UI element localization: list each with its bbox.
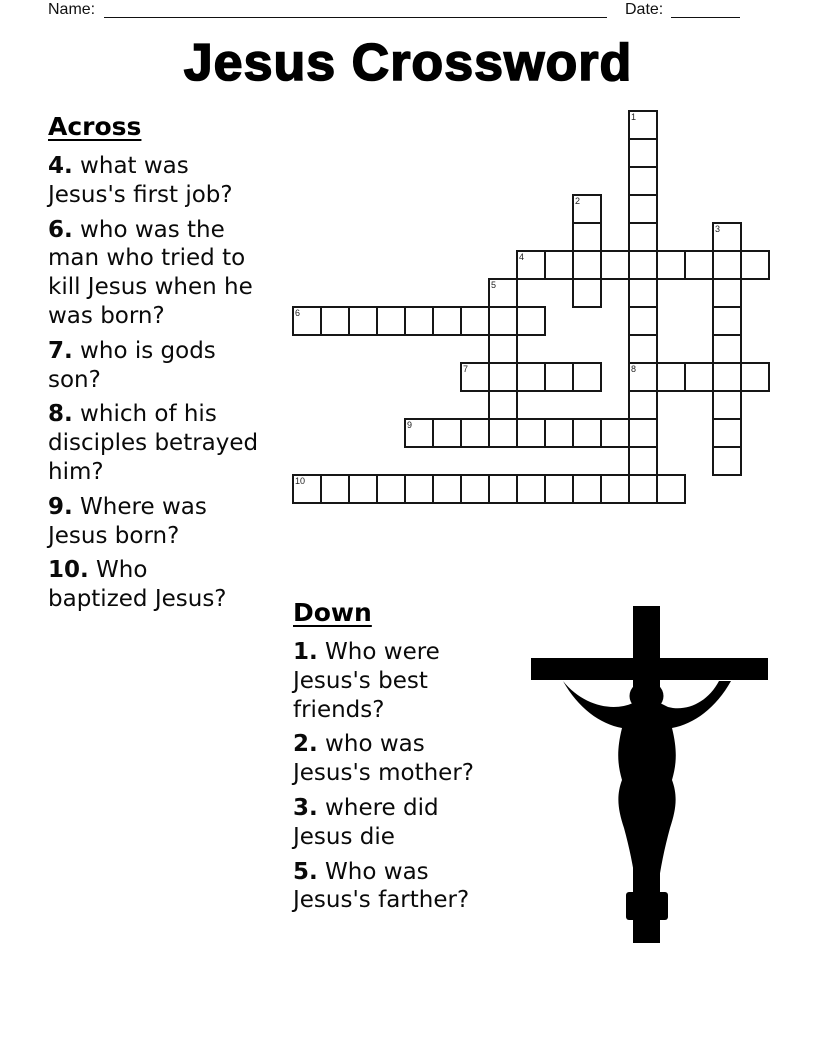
clue-line: Jesus's mother?: [293, 760, 474, 787]
grid-cell: [656, 250, 686, 280]
clue-line: 7. who is gods: [48, 337, 216, 364]
grid-cell: [684, 250, 714, 280]
clue-number: 5.: [293, 858, 318, 885]
clue: [48, 400, 298, 486]
grid-cell: [572, 278, 602, 308]
cell-number: 8: [631, 364, 637, 374]
clue-number: 1.: [293, 639, 318, 665]
grid-cell: [460, 306, 490, 336]
grid-cell: [460, 362, 490, 392]
clue-line: kill Jesus when he: [48, 274, 253, 301]
clue-number: 10.: [48, 557, 89, 584]
grid-cell: [488, 306, 518, 336]
grid-cell: [404, 418, 434, 448]
grid-cell: [404, 474, 434, 504]
grid-cell: [600, 250, 630, 280]
grid-cell: [544, 474, 574, 504]
cell-number: 2: [575, 196, 581, 206]
clue-line: friends?: [293, 696, 385, 723]
date-label: Date:: [625, 1, 664, 18]
cell-number: 3: [715, 224, 721, 234]
clue-number: 9.: [48, 493, 73, 520]
grid-cell: [488, 418, 518, 448]
clue-line: him?: [48, 458, 104, 485]
grid-cell: [628, 390, 658, 420]
clue-number: 7.: [48, 337, 73, 364]
grid-cell: [656, 362, 686, 392]
grid-cell: [628, 446, 658, 476]
grid-cell: [376, 474, 406, 504]
clue-number: 3.: [293, 794, 318, 821]
grid-cell: [684, 362, 714, 392]
clue-line: 10. Who: [48, 557, 148, 584]
grid-cell: [712, 334, 742, 364]
grid-cell: [628, 306, 658, 336]
clue-line: was born?: [48, 302, 165, 329]
cell-number: 6: [295, 308, 301, 318]
crucifix-cross-beam: [531, 658, 768, 680]
grid-cell: [572, 222, 602, 252]
grid-cell: [348, 474, 378, 504]
grid-cell: [572, 194, 602, 224]
clue-line: 5. Who was: [293, 858, 429, 885]
grid-cell: [488, 390, 518, 420]
clue: [293, 638, 518, 724]
clue-number: 4.: [48, 153, 73, 179]
grid-cell: [544, 362, 574, 392]
grid-cell: [516, 418, 546, 448]
across-clue-list: [48, 152, 301, 614]
grid-cell: [628, 474, 658, 504]
clue-line: man who tried to: [48, 245, 246, 272]
clue: [48, 556, 298, 614]
grid-cell: [740, 362, 770, 392]
grid-cell: [712, 250, 742, 280]
grid-cell: [628, 166, 658, 196]
grid-cell: [628, 418, 658, 448]
grid-cell: [572, 474, 602, 504]
grid-cell: [600, 418, 630, 448]
date-line: [671, 0, 740, 18]
across-heading: Across: [48, 112, 142, 141]
name-label: Name:: [48, 1, 96, 18]
grid-cell: [516, 306, 546, 336]
cell-number: 1: [631, 112, 637, 122]
clue-number: 8.: [48, 401, 73, 428]
grid-cell: [656, 474, 686, 504]
clue-line: son?: [48, 366, 101, 393]
clue: [293, 858, 518, 916]
grid-cell: [628, 362, 658, 392]
grid-cell: [348, 306, 378, 336]
clue: [48, 493, 298, 551]
grid-cell: [320, 306, 350, 336]
grid-cell: [544, 250, 574, 280]
clue-line: 1. Who were: [293, 639, 440, 665]
cell-number: 4: [519, 252, 525, 262]
down-heading: Down: [293, 598, 372, 627]
grid-cell: [628, 334, 658, 364]
clue-line: baptized Jesus?: [48, 586, 227, 613]
grid-cell: [712, 222, 742, 252]
clue-line: Jesus's first job?: [48, 181, 233, 208]
clue: [293, 794, 518, 852]
clue-line: 3. where did: [293, 794, 439, 821]
grid-cell: [432, 418, 462, 448]
grid-cell: [292, 306, 322, 336]
clue-line: 4. what was: [48, 153, 189, 179]
grid-cell: [712, 362, 742, 392]
cell-number: 10: [295, 476, 306, 486]
cell-number: 9: [407, 420, 413, 430]
grid-cell: [628, 222, 658, 252]
across-section: [48, 112, 301, 620]
down-clue-list: [293, 638, 518, 915]
grid-cell: [488, 278, 518, 308]
grid-cell: [432, 474, 462, 504]
grid-cell: [292, 474, 322, 504]
grid-cell: [712, 418, 742, 448]
clue-line: Jesus die: [293, 823, 395, 850]
grid-cell: [712, 278, 742, 308]
clue-line: Jesus born?: [48, 522, 180, 549]
grid-cell: [572, 362, 602, 392]
clue-line: 6. who was the: [48, 216, 225, 243]
grid-cell: [712, 390, 742, 420]
name-line: [104, 0, 607, 18]
page-title: Jesus Crossword: [183, 34, 633, 92]
grid-cell: [628, 138, 658, 168]
crucifix-image: [525, 600, 775, 950]
grid-cell: [488, 362, 518, 392]
grid-cell: [376, 306, 406, 336]
grid-cell: [516, 362, 546, 392]
grid-cell: [628, 250, 658, 280]
clue-line: Jesus's farther?: [293, 887, 470, 914]
grid-cell: [460, 418, 490, 448]
clue-line: 9. Where was: [48, 493, 207, 520]
grid-cell: [544, 418, 574, 448]
clue-line: 8. which of his: [48, 401, 217, 428]
grid-cell: [488, 334, 518, 364]
grid-cell: [712, 306, 742, 336]
clue: [48, 152, 298, 210]
grid-cell: [600, 474, 630, 504]
grid-cell: [320, 474, 350, 504]
clue: [48, 337, 298, 395]
clue-line: disciples betrayed: [48, 430, 259, 457]
cell-number: 7: [463, 364, 469, 374]
clue: [48, 216, 301, 331]
grid-cell: [404, 306, 434, 336]
grid-cell: [572, 418, 602, 448]
grid-cell: [516, 250, 546, 280]
clue-number: 2.: [293, 731, 318, 758]
clue: [293, 730, 518, 788]
grid-cell: [432, 306, 462, 336]
grid-cell: [740, 250, 770, 280]
grid-cell: [628, 194, 658, 224]
grid-cell: [628, 278, 658, 308]
grid-cell: [572, 250, 602, 280]
crucifix-foot-block: [626, 892, 668, 920]
grid-cell: [712, 446, 742, 476]
clue-number: 6.: [48, 216, 73, 243]
clue-line: Jesus's best: [293, 667, 428, 694]
down-section: [293, 598, 518, 921]
grid-cell: [628, 110, 658, 140]
grid-cell: [516, 474, 546, 504]
clue-line: 2. who was: [293, 731, 425, 758]
crucifix-body: [563, 681, 731, 894]
grid-cell: [460, 474, 490, 504]
cell-number: 5: [491, 280, 497, 290]
grid-cell: [488, 474, 518, 504]
